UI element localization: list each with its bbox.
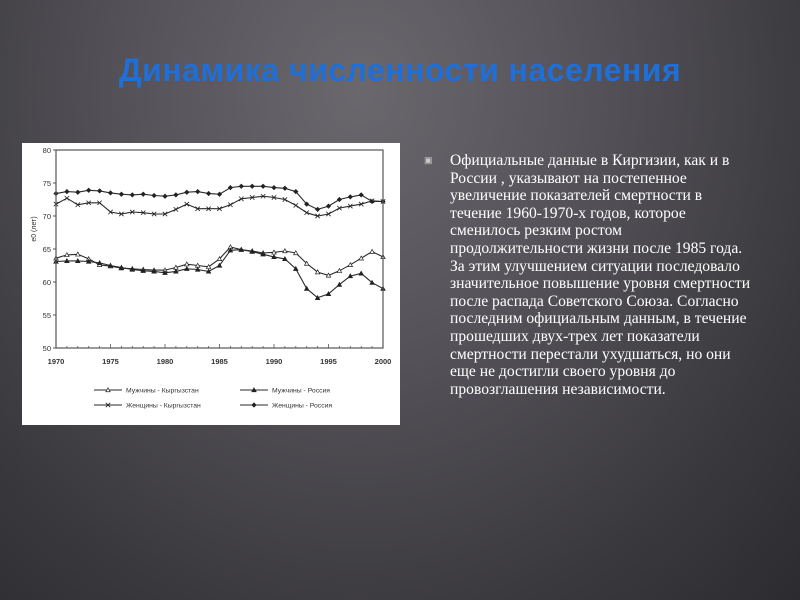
legend-item-4 <box>240 403 332 410</box>
y-tick-label: 70 <box>42 212 51 221</box>
data-point-s4 <box>65 189 69 193</box>
data-point-s3 <box>174 207 178 211</box>
data-point-s4 <box>272 185 276 189</box>
chart-svg <box>22 143 400 425</box>
legend-item-1 <box>94 388 199 395</box>
data-point-s4 <box>163 194 167 198</box>
series-4 <box>54 184 385 212</box>
x-tick-label: 1970 <box>47 357 65 366</box>
y-tick-label: 80 <box>42 146 51 155</box>
series-3 <box>54 194 385 218</box>
x-tick-label: 1980 <box>156 357 174 366</box>
data-point-s4 <box>108 191 112 195</box>
series-line-1 <box>56 247 383 275</box>
data-point-s4 <box>152 193 156 197</box>
paragraph-text: Официальные данные в Киргизии, как и в России , указывают на постепенное увеличение показателей смертности в течение 1960-1970-х годов, которое сменилось резким ростом продолжительности жизни после 1985 года. За этим улучшением ситуации последовало значительное повышение уровня смертности после распада Советского Союза. Согласно последним официальным данным, в течение прошедших двух-трех лет показатели смертности перестали ухудшаться, но они еще не достигли своего уровня до провозглашения независимости. <box>450 152 751 398</box>
life-expectancy-chart <box>22 143 400 425</box>
data-point-s1 <box>370 249 374 253</box>
data-point-s4 <box>196 189 200 193</box>
data-point-s3 <box>65 196 69 200</box>
data-point-s4 <box>283 186 287 190</box>
plot-frame <box>56 150 383 348</box>
data-point-s4 <box>348 195 352 199</box>
data-point-s4 <box>76 190 80 194</box>
data-point-s2 <box>305 286 309 290</box>
x-tick-label: 1995 <box>320 357 337 366</box>
bullet-paragraph <box>424 152 754 398</box>
legend-item-3 <box>94 403 201 410</box>
data-point-s4 <box>119 192 123 196</box>
series-2 <box>54 247 385 299</box>
data-point-s4 <box>174 193 178 197</box>
data-point-s4 <box>206 191 210 195</box>
bullet-icon: ▣ <box>424 155 433 165</box>
legend-item-2 <box>240 388 330 395</box>
data-point-s4 <box>97 189 101 193</box>
series-line-3 <box>56 196 383 216</box>
data-point-s4 <box>315 207 319 211</box>
y-tick-label: 75 <box>42 179 51 188</box>
legend-label: Женщины - Россия <box>272 402 333 410</box>
data-point-s4 <box>239 184 243 188</box>
legend-marker <box>252 403 256 407</box>
legend-label: Женщины - Кыргызстан <box>126 402 201 410</box>
y-tick-label: 60 <box>42 278 51 287</box>
series-1 <box>54 245 385 277</box>
data-point-s4 <box>185 190 189 194</box>
legend-label: Мужчины - Кыргызстан <box>126 387 199 395</box>
data-point-s4 <box>130 193 134 197</box>
x-tick-label: 1990 <box>265 357 283 366</box>
y-axis-label: e0 (лет) <box>31 216 38 242</box>
x-tick-label: 2000 <box>374 357 392 366</box>
y-tick-label: 50 <box>42 344 51 353</box>
data-point-s3 <box>185 202 189 206</box>
series-line-4 <box>56 186 383 209</box>
data-point-s3 <box>294 203 298 207</box>
legend-label: Мужчины - Россия <box>272 387 330 395</box>
data-point-s4 <box>261 184 265 188</box>
x-tick-label: 1985 <box>211 357 228 366</box>
y-tick-label: 65 <box>42 245 51 254</box>
slide-title: Динамика численности населения <box>118 52 682 88</box>
data-point-s2 <box>359 271 363 275</box>
x-tick-label: 1975 <box>102 357 119 366</box>
y-tick-label: 55 <box>42 311 51 320</box>
data-point-s4 <box>141 192 145 196</box>
data-point-s4 <box>250 184 254 188</box>
data-point-s4 <box>87 188 91 192</box>
